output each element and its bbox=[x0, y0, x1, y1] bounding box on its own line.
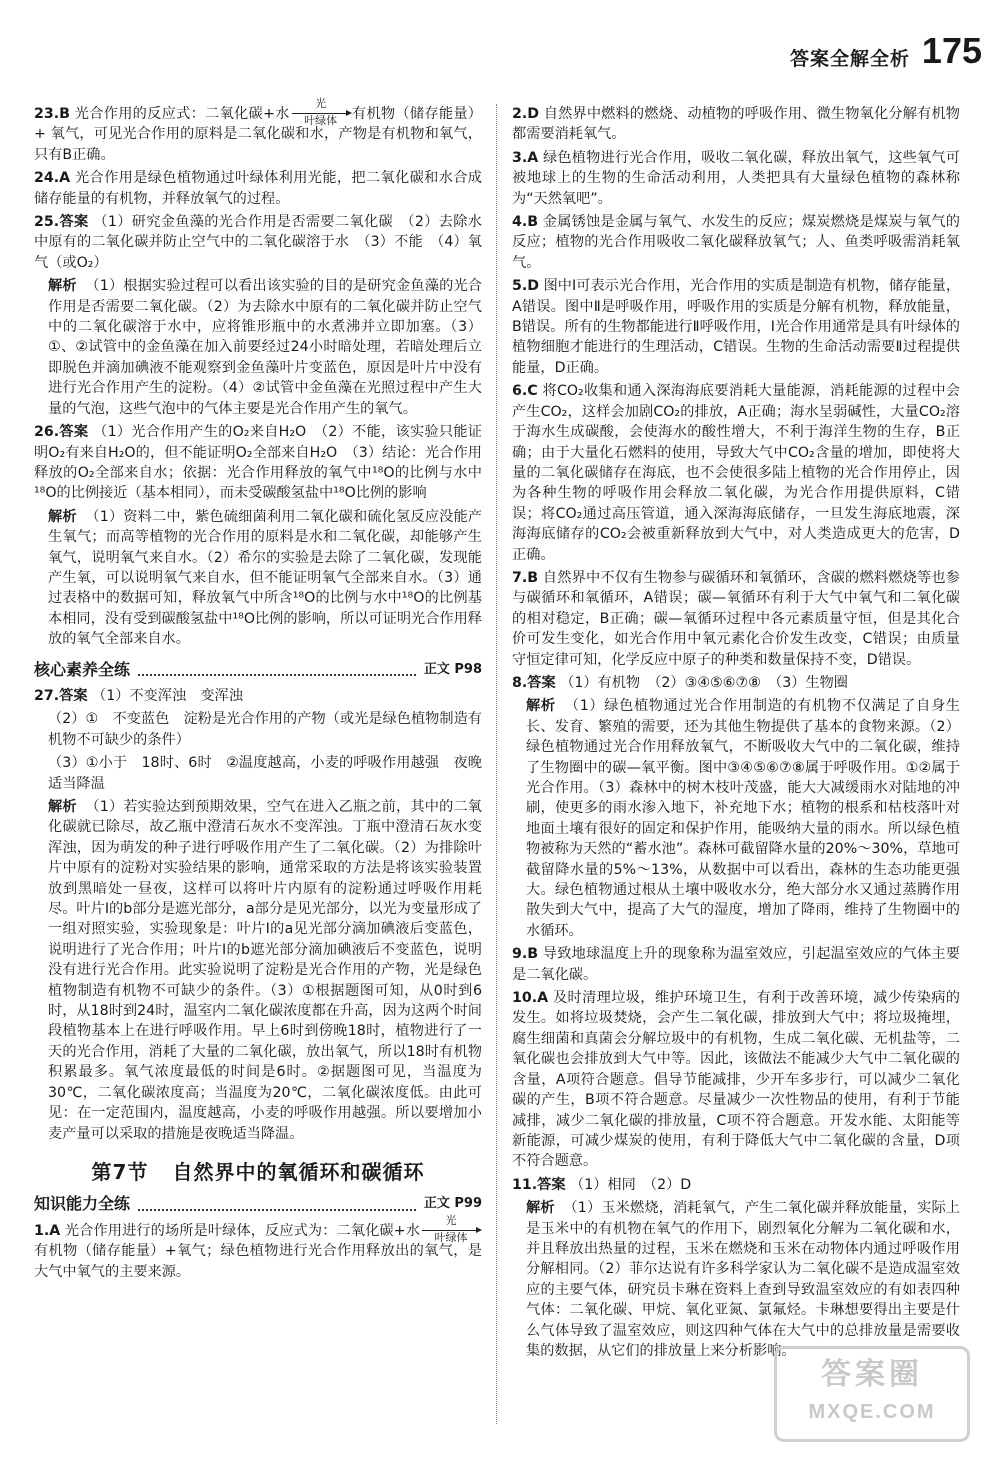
answer-26 bbox=[34, 422, 482, 504]
answer-9 bbox=[512, 944, 960, 985]
answer-number: 11.答案 bbox=[512, 1176, 566, 1193]
answer-text: 导致地球温度上升的现象称为温室效应，引起温室效应的气体主要是二氧化碳。 bbox=[512, 946, 960, 983]
section-title: 知识能力全练 bbox=[34, 1194, 131, 1214]
answer-24 bbox=[34, 168, 482, 209]
answer-1 bbox=[34, 1213, 482, 1282]
section-title: 核心素养全练 bbox=[34, 659, 131, 679]
watermark-text: 答案圈 bbox=[821, 1358, 923, 1391]
answer-text: 氧气，可见光合作用的原料是二氧化碳和水，产物是有机物和氧气，只有B正确。 bbox=[34, 126, 482, 163]
analysis-label: 解析 bbox=[48, 508, 77, 525]
section-page-ref: 正文 P98 bbox=[423, 661, 482, 677]
answer-27-part2: （2）① 不变蓝色 淀粉是光合作用的产物（或光是绿色植物制造有机物不可缺少的条件） bbox=[48, 711, 482, 748]
answer-number: 4.B bbox=[512, 214, 539, 231]
right-column bbox=[512, 104, 960, 1364]
dotted-leader bbox=[138, 1199, 416, 1211]
answer-6 bbox=[512, 381, 960, 565]
answer-number: 3.A bbox=[512, 149, 539, 166]
answer-text: 光合作用是绿色植物通过叶绿体利用光能，把二氧化碳和水合成储存能量的有机物，并释放氧气的过程。 bbox=[34, 170, 482, 207]
answer-number: 23.B bbox=[34, 106, 70, 122]
analysis-8 bbox=[512, 696, 960, 941]
answer-number: 26.答案 bbox=[34, 424, 89, 441]
column-divider bbox=[496, 104, 497, 1424]
analysis-11 bbox=[512, 1198, 960, 1361]
answer-number: 10.A bbox=[512, 990, 549, 1007]
analysis-label: 解析 bbox=[526, 698, 556, 715]
answer-text: 自然界中不仅有生物参与碳循环和氧循环，含碳的燃料燃烧等也参与碳循环和氧循环，A错误；碳—氧循环有利于大气中氧气和二氧化碳的相对稳定，B正确；碳—氧循环过程中各元素质量守恒，但是其化合价可发生变化，如光合作用中氧元素化合价发生改变，C错误；由质量守恒定律可知，化学反应中原子的种类和数量保持不变，D错误。 bbox=[512, 569, 960, 668]
answer-text: 将CO₂收集和通入深海海底要消耗大量能源，消耗能源的过程中会产生CO₂，这样会加剧CO₂的排放，A正确；海水呈弱碱性，大量CO₂溶于海水生成碳酸，会使海水的酸性增大，不利于海洋生物的生存，B正确；由于大量化石燃料的使用，导致大气中CO₂含量的增加，即使将大量的二氧化碳储存在海底，也不会使很多陆上植物的光合作用停止，因为各种生物的呼吸作用会释放二氧化碳，为光合作用提供原料，C错误；将CO₂通过高压管道，通入深海海底储存，一旦发生海底地震，深海海底储存的CO₂会被重新释放到大气中，对人类造成更大的危害，D正确。 bbox=[512, 383, 960, 563]
section-page-ref: 正文 P99 bbox=[423, 1196, 482, 1212]
analysis-text: （1）资料二中，紫色硫细菌利用二氧化碳和硫化氢反应没能产生氧气；而高等植物的光合作用的原料是水和二氧化碳，却能够产生氧气，说明氧气来自水。（2）希尔的实验是去除了二氧化碳，发现能产生氧，可以说明氧气来自水，但不能证明氧气全部来自水。（3）通过表格中的数据可知，释放氧气中所含¹⁸O的比例与水中¹⁸O的比例基本相同，没有受到碳酸氢盐中¹⁸O比例的影响，所以可证明光合作用释放的氧气全部来自水。 bbox=[48, 508, 482, 648]
watermark-logo bbox=[774, 1346, 970, 1442]
answer-number: 2.D bbox=[512, 106, 540, 122]
answer-11 bbox=[512, 1175, 960, 1195]
answer-text: （1）有机物 （2）③④⑤⑥⑦⑧ （3）生物圈 bbox=[560, 674, 848, 691]
section-core-literacy bbox=[34, 660, 482, 680]
answer-number: 7.B bbox=[512, 569, 539, 586]
answer-text: 有机物（储存能量）+氧气；绿色植物进行光合作用释放出的氧气，是大气中氧气的主要来源。 bbox=[34, 1243, 482, 1280]
answer-number: 27.答案 bbox=[34, 687, 88, 704]
answer-text: （1）研究金鱼藻的光合作用是否需要二氧化碳 （2）去除水中原有的二氧化碳并防止空气中的二氧化碳溶于水 （3）不能 （4）氧气（或O₂） bbox=[34, 214, 482, 271]
header-title: 答案全解全析 bbox=[789, 48, 910, 70]
answer-number: 25.答案 bbox=[34, 214, 89, 231]
answer-number: 8.答案 bbox=[512, 674, 556, 691]
analysis-26 bbox=[34, 507, 482, 650]
analysis-text: （1）若实验达到预期效果，空气在进入乙瓶之前，其中的二氧化碳就已除尽，故乙瓶中澄清石灰水不变浑浊。丁瓶中澄清石灰水变浑浊，因为萌发的种子进行呼吸作用产生了二氧化碳。（2）为排除叶片中原有的淀粉对实验结果的影响，通常采取的方法是将该实验装置放到黑暗处一昼夜，这样可以将叶片内原有的淀粉通过呼吸作用耗尽。叶片Ⅰ的b部分是遮光部分，a部分是见光部分，以光为变量形成了一组对照实验，实验现象是：叶片Ⅰ的a见光部分滴加碘液后变蓝色，说明进行了光合作用；叶片Ⅰ的b遮光部分滴加碘液后不变蓝色，说明没有进行光合作用。此实验说明了淀粉是光合作用的产物，光是绿色植物制造有机物不可缺少的条件。（3）①根据题图可知，从0时到6时，从18时到24时，温室内二氧化碳浓度都在升高，因为这两个时间段植物基本上在进行呼吸作用。早上6时到傍晚18时，植物进行了一天的光合作用，消耗了大量的二氧化碳，放出氧气，所以18时有机物积累最多。氧气浓度最低的时间是6时。②据题图可见，当温度为30℃，二氧化碳浓度高；当温度为20℃，二氧化碳浓度低。由此可见：在一定范围内，温度越高，小麦的呼吸作用越强。所以要增加小麦产量可以采取的措施是夜晚适当降温。 bbox=[48, 799, 482, 1142]
left-column bbox=[34, 97, 482, 1285]
analysis-label: 解析 bbox=[526, 1200, 555, 1217]
page-header bbox=[0, 0, 1000, 120]
analysis-text: （1）玉米燃烧，消耗氧气，产生二氧化碳并释放能量，实际上是玉米中的有机物在氧气的作用下，剧烈氧化分解为二氧化碳和水，并且释放出热量的过程，玉米在燃烧和玉米在动物体内通过呼吸作用分解相同。（2）菲尔达说有许多科学家认为二氧化碳不是造成温室效应的主要气体，研究员卡琳在资料上查到导致温室效应的有如表四种气体：二氧化碳、甲烷、氧化亚氮、氯氟烃。卡琳想要得出主要是什么气体导致了温室效应，则这四种气体在大气中的总排放量是需要收集的数据，从它们的排放量上来分析影响。 bbox=[526, 1200, 960, 1359]
answer-25 bbox=[34, 212, 482, 273]
watermark-url: MXQE.COM bbox=[808, 1401, 936, 1423]
answer-text: （1）不变浑浊 变浑浊 bbox=[92, 687, 243, 704]
chapter-number: 第7节 bbox=[91, 1159, 149, 1184]
answer-text: （1）光合作用产生的O₂来自H₂O （2）不能，该实验只能证明O₂有来自H₂O的，但不能证明O₂全部来自H₂O （3）结论：光合作用释放的O₂全部来自水；依据：光合作用释放的氧气中¹⁸O的比例与水中¹⁸O的比例接近（基本相同），而未受碳酸氢盐中¹⁸O比例的影响 bbox=[34, 424, 482, 502]
answer-text: （1）相同 （2）D bbox=[570, 1176, 692, 1193]
answer-number: 24.A bbox=[34, 170, 71, 187]
answer-number: 1.A bbox=[34, 1222, 61, 1239]
answer-27 bbox=[34, 686, 482, 706]
answer-7 bbox=[512, 568, 960, 670]
answer-23 bbox=[34, 97, 482, 165]
answer-2 bbox=[512, 104, 960, 145]
answer-text: 有机物（储存能量）+ bbox=[34, 106, 482, 143]
page-number: 175 bbox=[921, 30, 982, 71]
answer-5 bbox=[512, 276, 960, 378]
answer-text: 自然界中燃料的燃烧、动植物的呼吸作用、微生物氧化分解有机物都需要消耗氧气。 bbox=[512, 106, 960, 143]
answer-10 bbox=[512, 988, 960, 1172]
dotted-leader bbox=[138, 664, 416, 676]
answer-number: 6.C bbox=[512, 383, 538, 400]
answer-text: 及时清理垃圾，维护环境卫生，有利于改善环境，减少传染病的发生。如将垃圾焚烧，会产生二氧化碳，排放到大气中；将垃圾掩埋，腐生细菌和真菌会分解垃圾中的有机物，生成二氧化碳、无机盐等，二氧化碳也会排放到大气中等。因此，该做法不能减少大气中二氧化碳的含量，A项符合题意。倡导节能减排，少开车多步行，可以减少二氧化碳的产生，B项不符合题意。尽量减少一次性物品的使用，有利于节能减排，减少二氧化碳的排放量，C项不符合题意。开发水能、太阳能等新能源，可减少煤炭的使用，有利于降低大气中二氧化碳的含量，D项不符合题意。 bbox=[512, 990, 960, 1170]
analysis-25 bbox=[34, 276, 482, 419]
answer-text: 绿色植物进行光合作用，吸收二氧化碳，释放出氧气，这些氧气可被地球上的生物的生命活动利用，人类把具有大量绿色植物的森林称为“天然氧吧”。 bbox=[512, 149, 960, 207]
analysis-label: 解析 bbox=[48, 799, 77, 815]
section-knowledge-ability bbox=[34, 1194, 482, 1214]
analysis-text: （1）绿色植物通过光合作用制造的有机物不仅满足了自身生长、发育、繁殖的需要，还为其他生物提供了基本的食物来源。（2）绿色植物通过光合作用释放氧气，不断吸收大气中的二氧化碳，维持了生物圈中的碳—氧平衡。图中③④⑤⑥⑦⑧属于呼吸作用。①②属于光合作用。（3）森林中的树木枝叶茂盛，能大大减缓雨水对陆地的冲刷，使更多的雨水渗入地下，补充地下水；植物的根系和枯枝落叶对地面土壤有很好的固定和保护作用，能吸纳大量的雨水。所以绿色植物被称为天然的“蓄水池”。森林可截留降水量的20%～30%，草地可截留降水量的5%～13%，从数据中可以看出，森林的生态功能更强大。绿色植物通过根从土壤中吸收水分，绝大部分水又通过蒸腾作用散失到大气中，提高了大气的湿度，增加了降雨，维持了生物圈中的水循环。 bbox=[526, 698, 960, 939]
analysis-label: 解析 bbox=[48, 278, 77, 295]
answer-27-part3: （3）①小于 18时、6时 ②温度越高，小麦的呼吸作用越强 夜晚适当降温 bbox=[48, 755, 482, 792]
answer-8 bbox=[512, 673, 960, 693]
analysis-text: （1）根据实验过程可以看出该实验的目的是研究金鱼藻的光合作用是否需要二氧化碳。（2）为去除水中原有的二氧化碳并防止空气中的二氧化碳溶于水中，应将锥形瓶中的水煮沸并立即加塞。（3）①、②试管中的金鱼藻在加入前要经过24小时暗处理，若暗处理后立即脱色并滴加碘液不能观察到金鱼藻叶片变蓝色，原因是叶片中没有进行光合作用产生的淀粉。（4）②试管中金鱼藻在光照过程中产生大量的气泡，这些气泡中的气体主要是光合作用产生的氧气。 bbox=[48, 278, 482, 417]
reaction-arrow: 光 叶绿体 bbox=[420, 1221, 482, 1241]
chapter-heading bbox=[34, 1159, 482, 1184]
answer-text: 图中Ⅰ可表示光合作用，光合作用的实质是制造有机物，储存能量，A错误。图中Ⅱ是呼吸作用，呼吸作用的实质是分解有机物，释放能量，B错误。所有的生物都能进行Ⅱ呼吸作用，Ⅰ光合作用通常是具有叶绿体的植物细胞才能进行的生理活动，C错误。生物的生命活动需要Ⅱ过程提供能量，D正确。 bbox=[512, 278, 961, 376]
answer-text: 金属锈蚀是金属与氧气、水发生的反应；煤炭燃烧是煤炭与氧气的反应；植物的光合作用吸收二氧化碳释放氧气；人、鱼类呼吸需消耗氧气。 bbox=[512, 214, 960, 271]
answer-3 bbox=[512, 148, 960, 209]
answer-text: 光合作用进行的场所是叶绿体，反应式为：二氧化碳+水 bbox=[64, 1222, 420, 1239]
chapter-title: 自然界中的氧循环和碳循环 bbox=[172, 1159, 425, 1184]
answer-text: 光合作用的反应式：二氧化碳+水 bbox=[74, 106, 290, 122]
analysis-27 bbox=[34, 797, 482, 1144]
answer-number: 5.D bbox=[512, 278, 540, 295]
answer-4 bbox=[512, 212, 960, 273]
answer-number: 9.B bbox=[512, 946, 539, 963]
reaction-arrow: 光 叶绿体 bbox=[290, 104, 352, 124]
